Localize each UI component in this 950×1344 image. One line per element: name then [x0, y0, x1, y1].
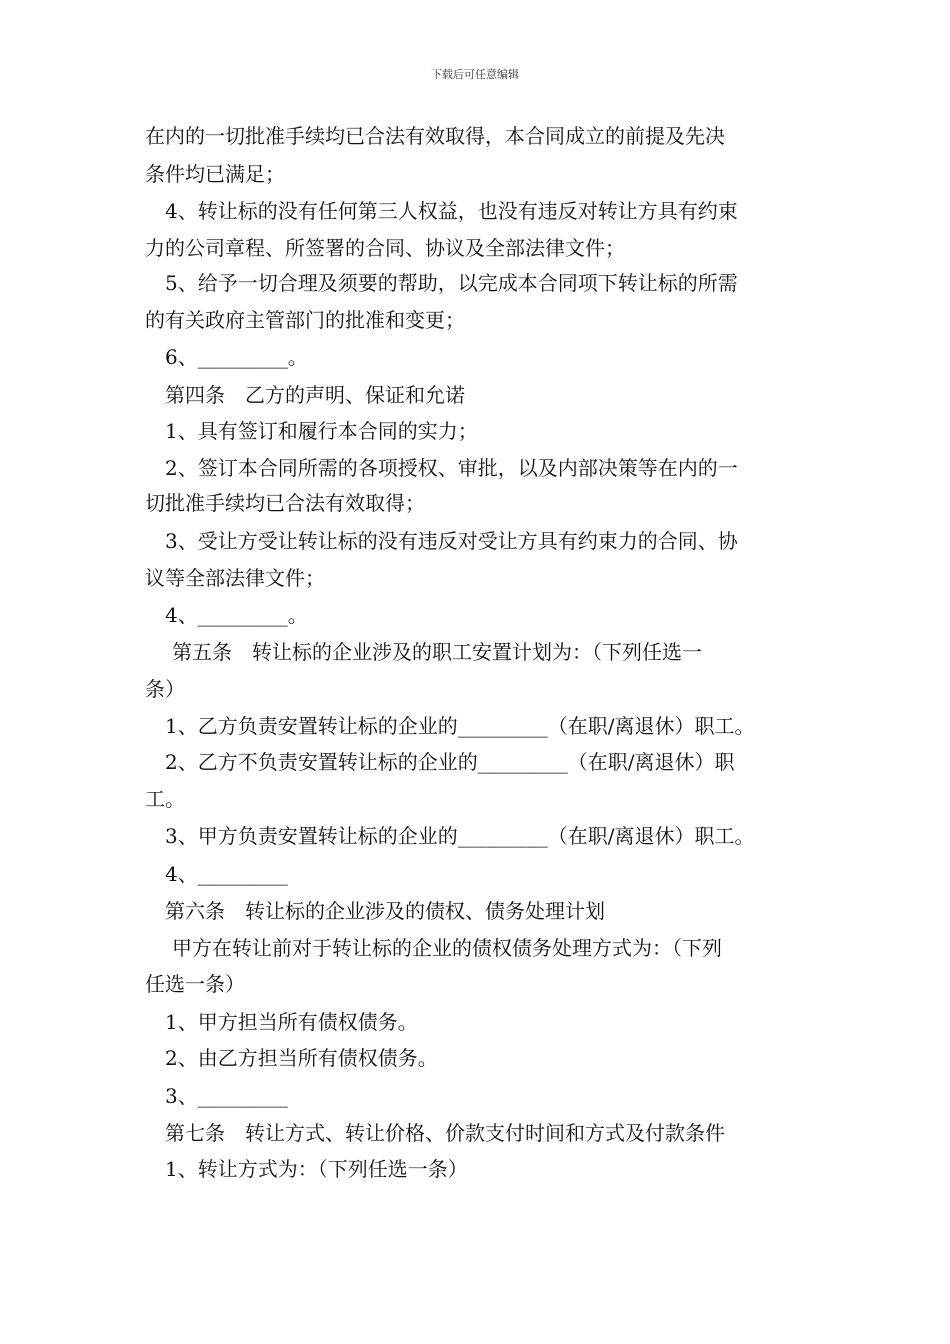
text-line: 3、_________: [165, 1084, 288, 1108]
text-line: 甲方在转让前对于转让标的企业的债权债务处理方式为：（下列: [172, 936, 722, 960]
text-line: 4、_________。: [165, 603, 308, 627]
text-line: 条件均已满足；: [145, 162, 285, 186]
text-line: 1、转让方式为：（下列任选一条）: [165, 1157, 468, 1181]
section-heading: 第六条 转让标的企业涉及的债权、债务处理计划: [165, 899, 605, 923]
text-line: 工。: [145, 787, 185, 811]
text-line: 1、甲方担当所有债权债务。: [165, 1010, 418, 1034]
text-line: 5、给予一切合理及须要的帮助，以完成本合同项下转让标的所需: [165, 271, 738, 295]
text-line: 2、签订本合同所需的各项授权、审批，以及内部决策等在内的一: [165, 456, 738, 480]
section-heading: 第四条 乙方的声明、保证和允诺: [165, 383, 465, 407]
text-line: 任选一条）: [145, 972, 245, 996]
text-line: 切批准手续均已合法有效取得；: [145, 491, 425, 515]
text-line: 3、受让方受让转让标的没有违反对受让方具有约束力的合同、协: [165, 529, 738, 553]
text-line: 2、乙方不负责安置转让标的企业的_________（在职/离退休）职: [165, 750, 735, 774]
text-line: 在内的一切批准手续均已合法有效取得，本合同成立的前提及先决: [145, 124, 725, 148]
text-line: 1、具有签订和履行本合同的实力；: [165, 419, 478, 443]
text-line: 1、乙方负责安置转让标的企业的_________（在职/离退休）职工。: [165, 714, 755, 738]
text-line: 4、_________: [165, 862, 288, 886]
text-line: 条）: [145, 677, 185, 701]
text-line: 4、转让标的没有任何第三人权益，也没有违反对转让方具有约束: [165, 199, 738, 223]
text-line: 力的公司章程、所签署的合同、协议及全部法律文件；: [145, 236, 625, 260]
text-line: 6、_________。: [165, 345, 308, 369]
section-heading: 第五条 转让标的企业涉及的职工安置计划为：（下列任选一: [172, 640, 702, 664]
text-line: 3、甲方负责安置转让标的企业的_________（在职/离退休）职工。: [165, 824, 755, 848]
text-line: 2、由乙方担当所有债权债务。: [165, 1046, 438, 1070]
text-line: 议等全部法律文件；: [145, 566, 325, 590]
section-heading: 第七条 转让方式、转让价格、价款支付时间和方式及付款条件: [165, 1121, 725, 1145]
text-line: 的有关政府主管部门的批准和变更；: [145, 308, 465, 332]
page-header: 下载后可任意编辑: [431, 68, 519, 81]
